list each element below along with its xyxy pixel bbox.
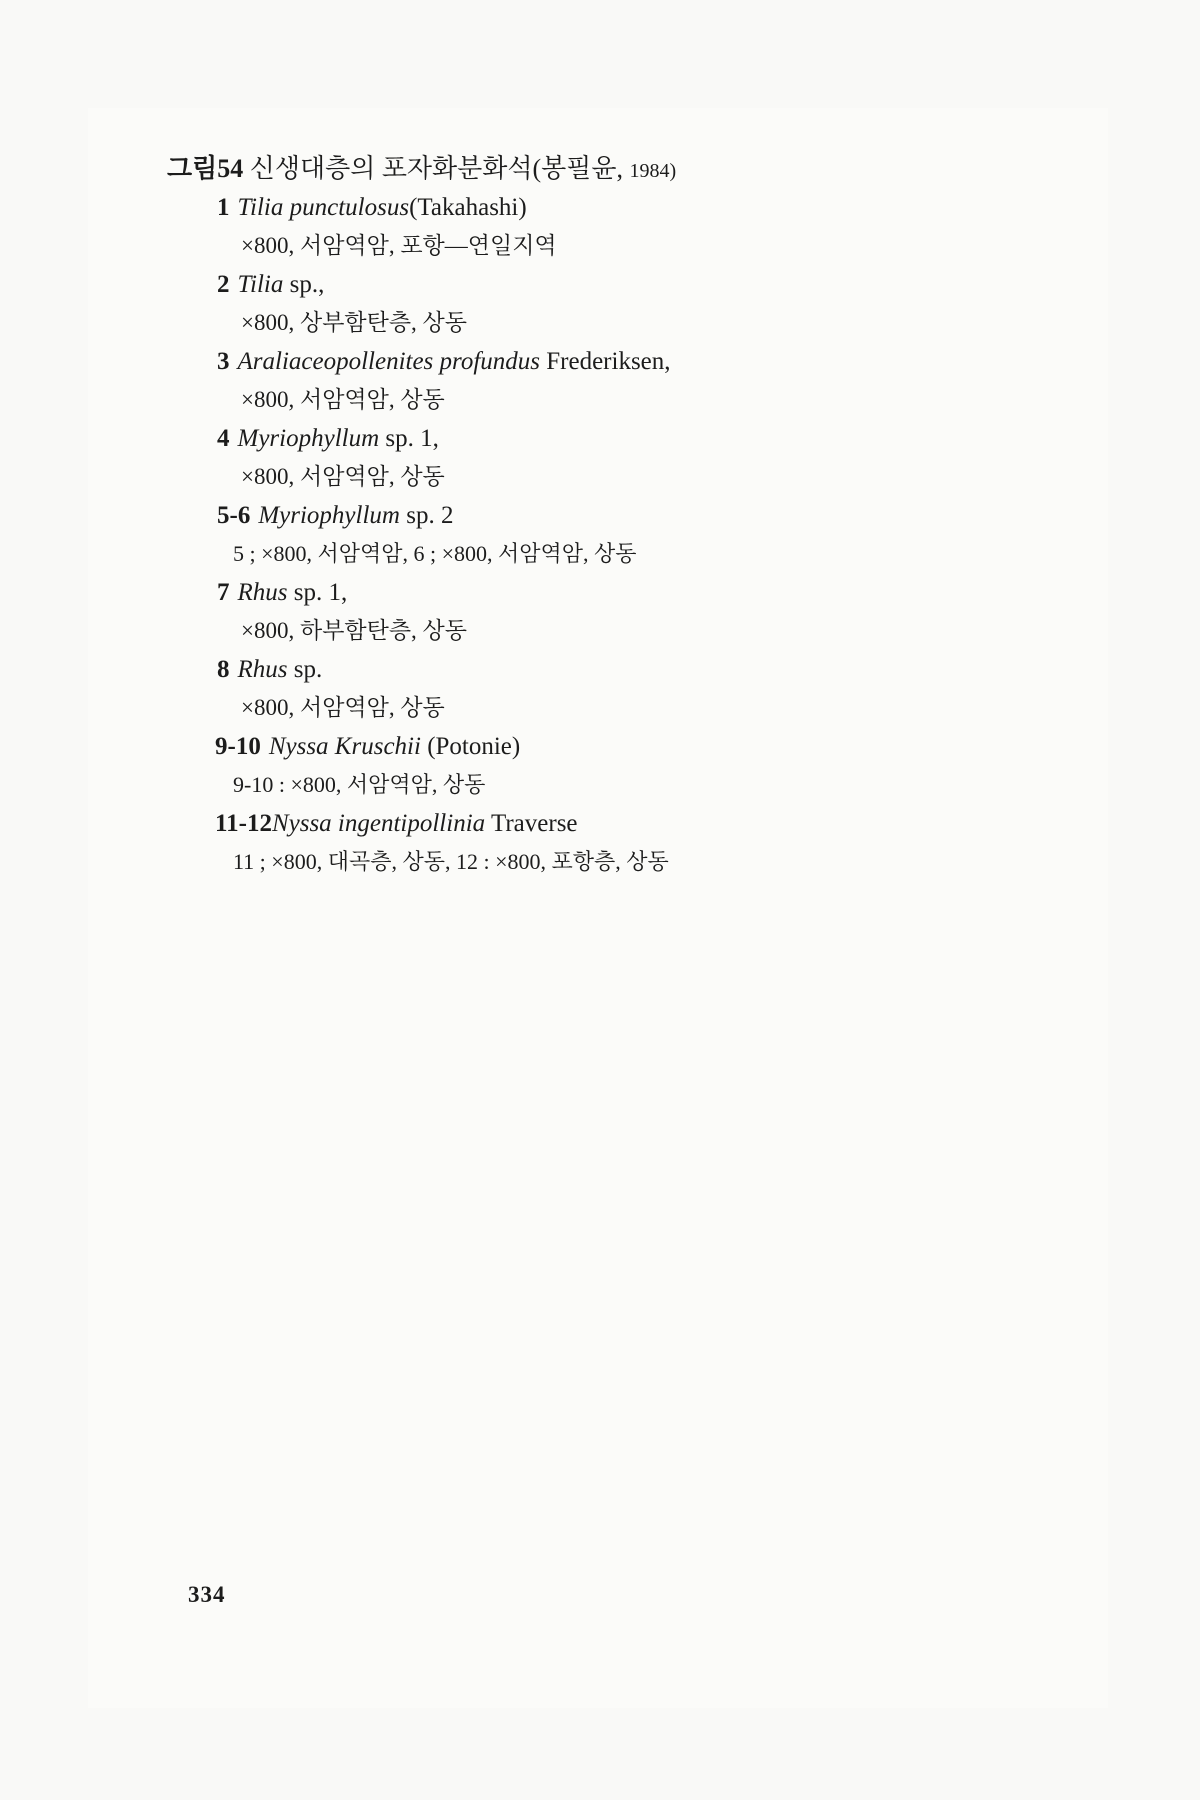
entry-number: 11-12 [215, 809, 272, 837]
entry-number: 3 [217, 347, 230, 375]
entry-11-12-detail: 11 ; ×800, 대곡층, 상동, 12 : ×800, 포항층, 상동 [233, 849, 669, 874]
entry-number: 2 [217, 270, 230, 298]
entry-2-detail: ×800, 상부함탄층, 상동 [241, 310, 467, 335]
taxon-author: sp., [283, 270, 325, 298]
taxon-author: sp. 2 [399, 501, 454, 529]
taxon-name: Nyssa Kruschii [268, 732, 421, 760]
entry-11-12 [167, 805, 1127, 844]
figure-number: 그림54 [167, 154, 244, 183]
caption-title [167, 150, 1127, 189]
taxon-author: Traverse [485, 809, 578, 837]
figure-caption [167, 150, 1127, 882]
entry-1-detail: ×800, 서암역암, 포항—연일지역 [241, 233, 557, 258]
entry-5-6-detail: 5 ; ×800, 서암역암, 6 ; ×800, 서암역암, 상동 [233, 541, 637, 566]
entry-number: 1 [217, 193, 230, 221]
taxon-name: Rhus [237, 578, 288, 606]
caption-title-text: 신생대층의 포자화분화석(봉필윤, [243, 154, 630, 183]
entry-number: 9-10 [215, 732, 261, 760]
entry-2 [167, 266, 1127, 305]
entry-8-detail: ×800, 서암역암, 상동 [241, 695, 445, 720]
entry-8 [167, 651, 1127, 690]
taxon-name: Tilia punctulosus [237, 193, 410, 221]
taxon-name: Myriophyllum [258, 501, 400, 529]
taxon-name: Tilia [237, 270, 284, 298]
entry-4 [167, 420, 1127, 459]
entry-5-6 [167, 497, 1127, 536]
entry-4-detail: ×800, 서암역암, 상동 [241, 464, 445, 489]
entry-3-detail: ×800, 서암역암, 상동 [241, 387, 445, 412]
taxon-name: Nyssa ingentipollinia [271, 809, 486, 837]
caption-year: 1984) [629, 160, 677, 182]
entry-number: 4 [217, 424, 230, 452]
entry-number: 7 [217, 578, 230, 606]
entry-7 [167, 574, 1127, 613]
entry-number: 8 [217, 655, 230, 683]
taxon-author: (Potonie) [420, 732, 521, 760]
taxon-name: Araliaceopollenites profundus [237, 347, 541, 375]
entry-1 [167, 189, 1127, 228]
taxon-name: Myriophyllum [237, 424, 380, 452]
entry-9-10-detail: 9-10 : ×800, 서암역암, 상동 [233, 772, 486, 797]
entry-3 [167, 343, 1127, 382]
entry-number: 5-6 [217, 501, 251, 529]
entry-9-10 [167, 728, 1127, 767]
entry-7-detail: ×800, 하부함탄층, 상동 [241, 618, 467, 643]
page-number: 334 [188, 1582, 226, 1607]
taxon-author: (Takahashi) [409, 193, 527, 221]
taxon-author: sp. 1, [379, 424, 439, 452]
taxon-author: Frederiksen, [540, 347, 671, 375]
taxon-author: sp. 1, [287, 578, 348, 606]
taxon-name: Rhus [237, 655, 288, 683]
taxon-author: sp. [287, 655, 323, 683]
